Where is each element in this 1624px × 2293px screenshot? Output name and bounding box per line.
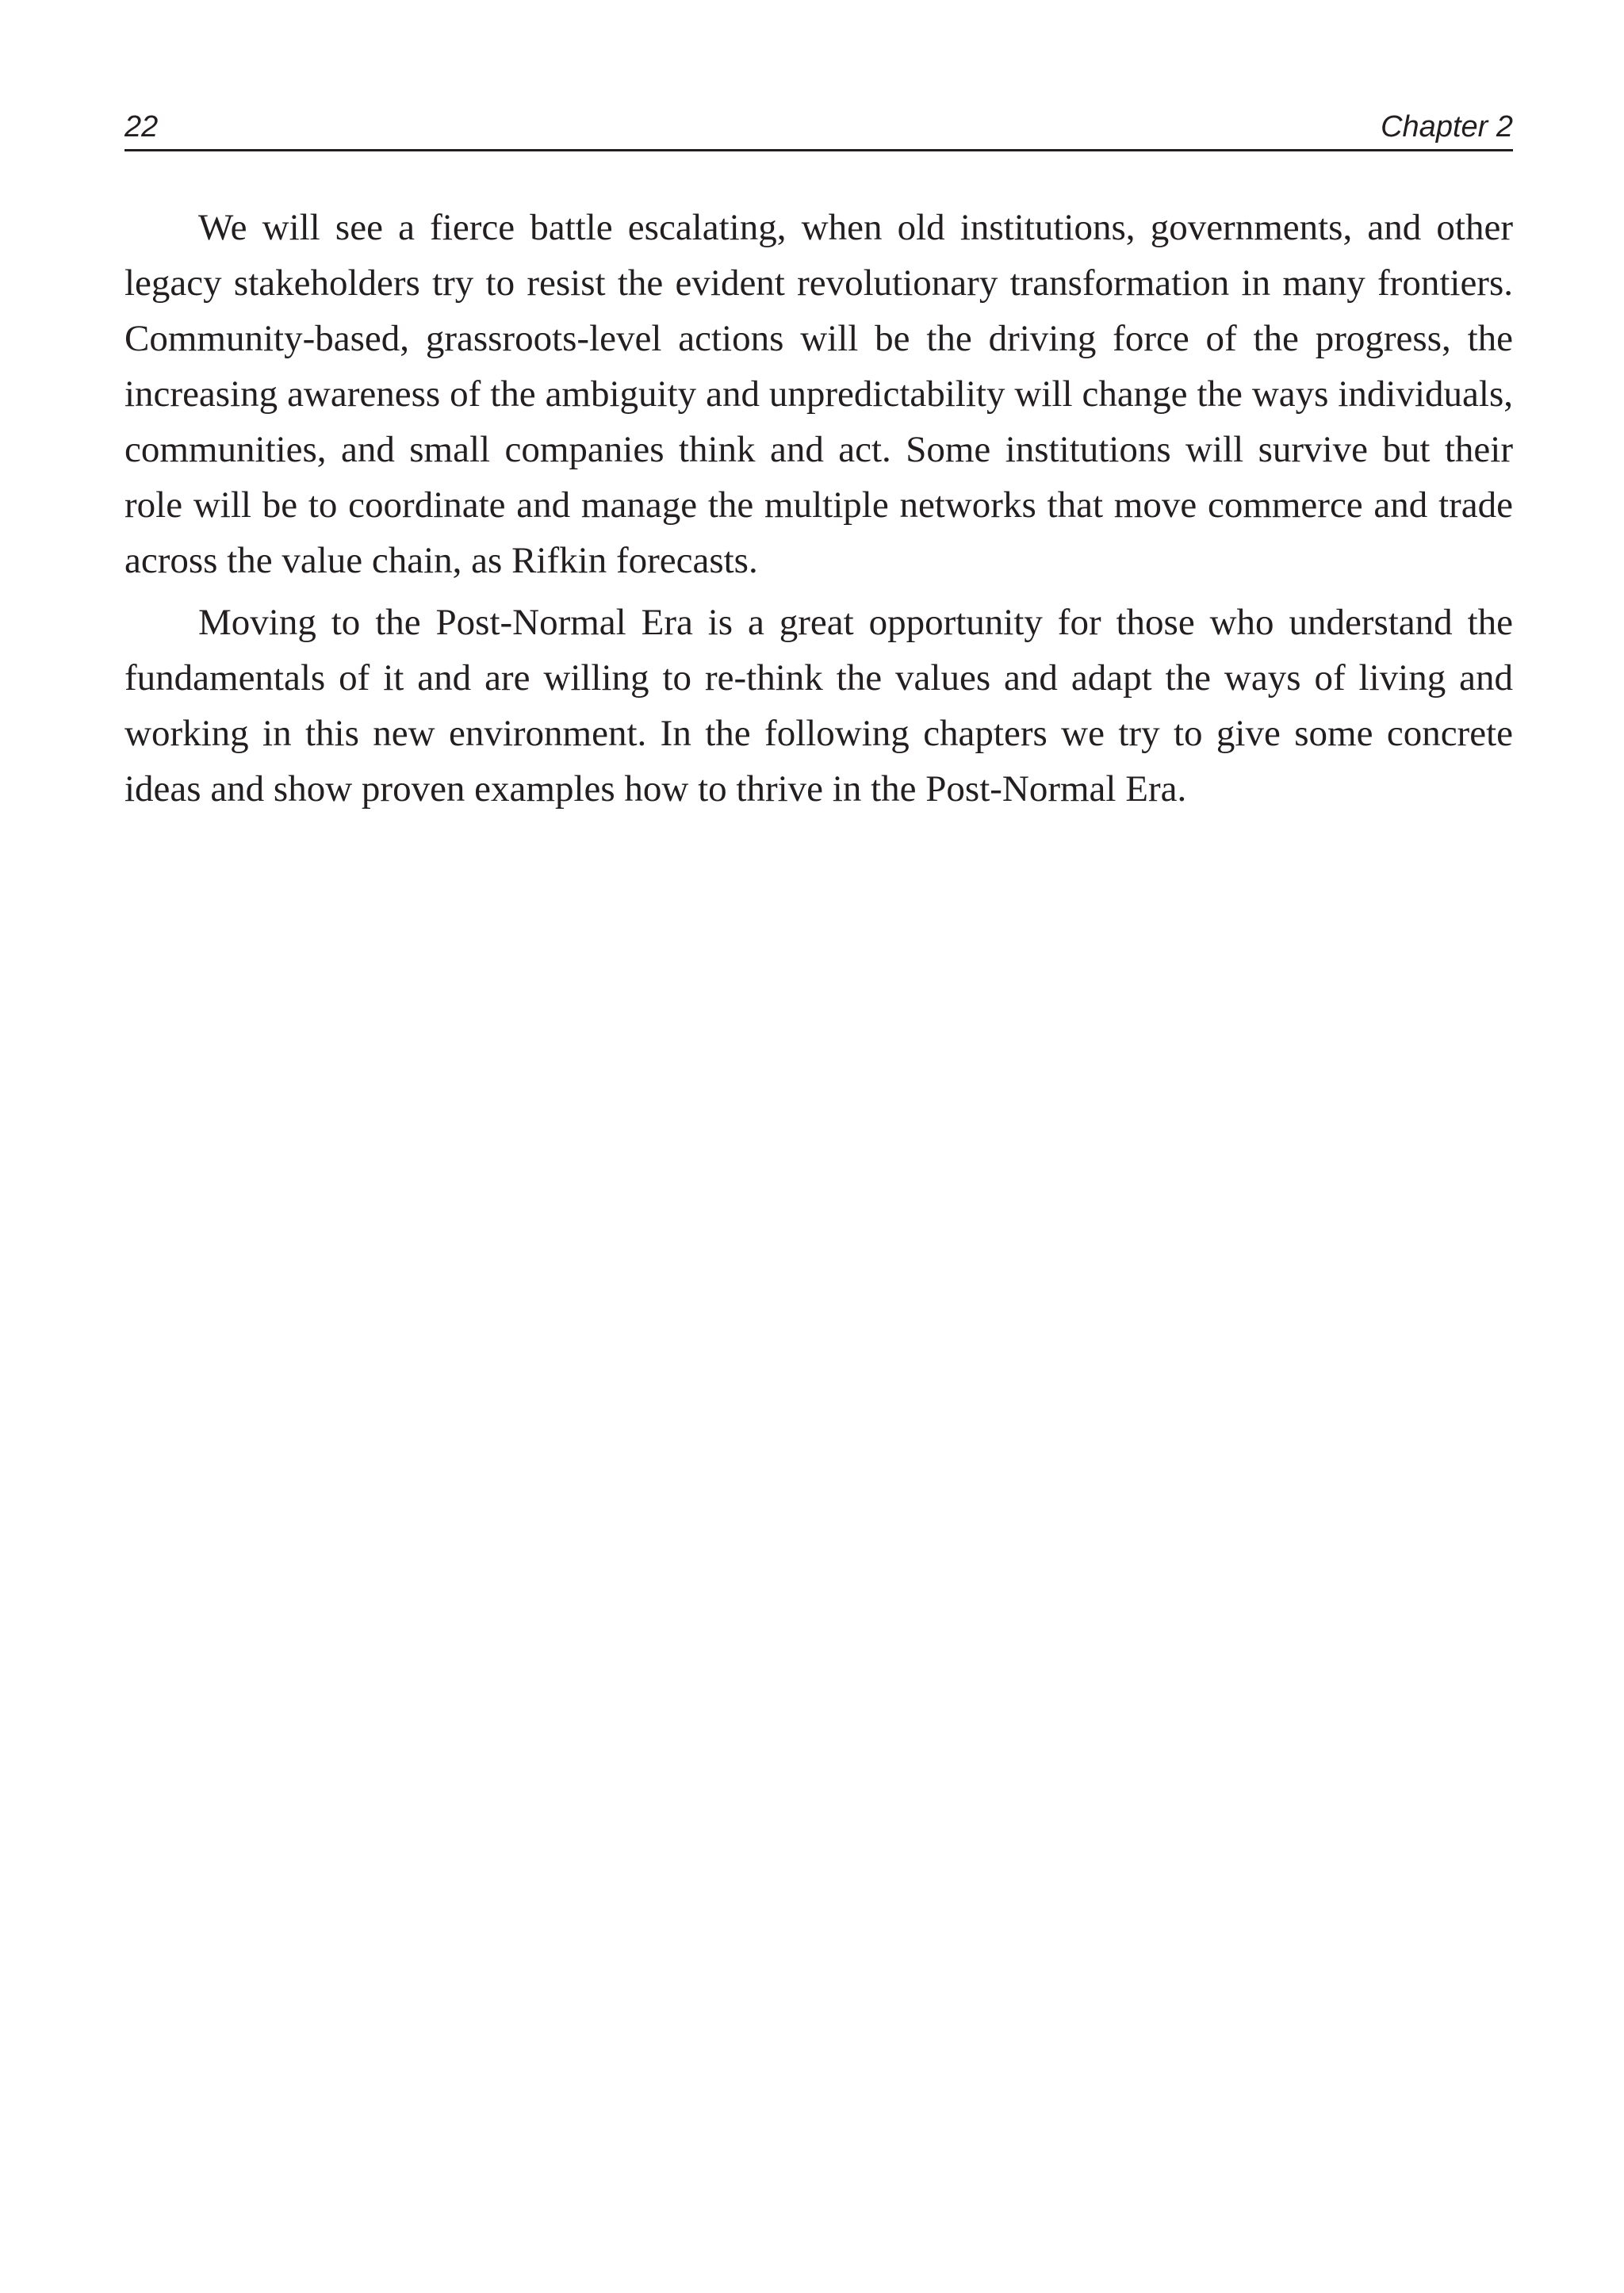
paragraph: We will see a fierce battle escalating, when old institutions, governments, and other legacy stakeholders try to resist the evident revolutionary transformation in many frontiers. Community-based, grassroots-level actions will be the driving force of the progress, the increasing awareness of the ambiguity and unpredictability will change the ways individuals, communities, and small companies think and act. Some institutions will survive but their role will be to coordinate and manage the multiple networks that move commerce and trade across the value chain, as Rifkin forecasts. bbox=[124, 207, 1513, 581]
page-header bbox=[124, 109, 1513, 151]
paragraph: Moving to the Post-Normal Era is a great opportunity for those who understand the fundamentals of it and are willing to re-think the values and adapt the ways of living and working in this new environment. In the following chapters we try to give some concrete ideas and show proven examples how to thrive in the Post-Normal Era. bbox=[124, 602, 1513, 810]
body-text bbox=[124, 200, 1513, 823]
page-number: 22 bbox=[124, 110, 159, 144]
chapter-title: Chapter 2 bbox=[1381, 110, 1513, 144]
